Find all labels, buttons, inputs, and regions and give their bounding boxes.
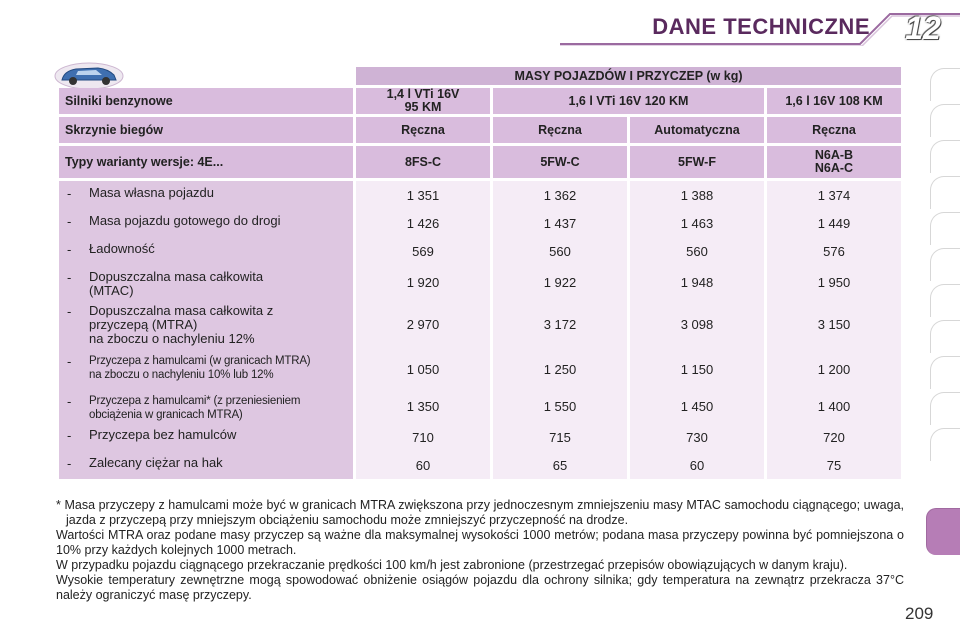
row-label: [65, 423, 347, 451]
table-cell: 569: [412, 243, 434, 259]
engine-header: 1,6 l 16V 108 KM: [767, 88, 901, 114]
row-label: [65, 181, 347, 209]
notes-section: [56, 498, 904, 603]
chapter-tab[interactable]: [930, 248, 960, 281]
bullet-dash: -: [67, 270, 72, 285]
chapter-tab[interactable]: [930, 104, 960, 137]
gearbox-header: Ręczna: [356, 117, 490, 143]
row-label-text: Ładowność: [89, 241, 155, 256]
table-cell: 1 400: [817, 398, 851, 414]
table-cell: 720: [823, 429, 845, 445]
note-paragraph: W przypadku pojazdu ciągnącego przekraczanie prędkości 100 km/h jest zabronione (przestrzegać przepisów obowiązujących w danym kraju).: [56, 558, 848, 572]
table-cell: 715: [549, 429, 571, 445]
bullet-dash: -: [67, 428, 72, 443]
chapter-tab-strip: [926, 68, 960, 628]
table-cell: 730: [686, 429, 708, 445]
table-cell: 1 948: [680, 274, 714, 290]
table-cell: 576: [823, 243, 845, 259]
engine-label: Silniki benzynowe: [59, 88, 353, 114]
type-header: 5FW-F: [630, 146, 764, 178]
bullet-dash: -: [67, 186, 72, 201]
table-cell: 1 450: [680, 398, 714, 414]
engine-header: 1,6 l VTi 16V 120 KM: [493, 88, 764, 114]
page-title: DANE TECHNICZNE: [652, 14, 870, 39]
table-cell: 3 098: [680, 316, 714, 332]
table-cell: 1 426: [406, 215, 440, 231]
table-cell: 1 150: [680, 361, 714, 377]
chapter-tab[interactable]: [930, 320, 960, 353]
table-cell: 1 250: [543, 361, 577, 377]
table-cell: 1 449: [817, 215, 851, 231]
gearbox-label: Skrzynie biegów: [59, 117, 353, 143]
table-cell: 1 351: [406, 187, 440, 203]
row-label: [65, 451, 347, 479]
values-column: [356, 181, 490, 479]
values-column: [767, 181, 901, 479]
table-cell: 75: [826, 457, 842, 473]
table-cell: 2 970: [406, 316, 440, 332]
row-label: [65, 265, 347, 299]
types-label: Typy warianty wersje: 4E...: [59, 146, 353, 178]
row-label-text: Przyczepa z hamulcami* (z przeniesieniem obciążenia w granicach MTRA): [89, 395, 301, 421]
row-label-text: Przyczepa z hamulcami (w granicach MTRA) na zboczu o nachyleniu 10% lub 12%: [89, 355, 311, 381]
bullet-dash: -: [67, 394, 72, 409]
bullet-dash: -: [67, 304, 72, 319]
chapter-tab[interactable]: [930, 212, 960, 245]
note-paragraph: Wysokie temperatury zewnętrzne mogą spowodować obniżenie osiągów pojazdu dla ochrony silnika; gdy temperatura na zewnątrz przekracza 37°C należy ograniczyć masę przyczepy.: [56, 573, 904, 602]
table-cell: 65: [552, 457, 568, 473]
row-labels-column: [59, 181, 353, 479]
table-cell: 1 350: [406, 398, 440, 414]
table-cell: 1 950: [817, 274, 851, 290]
values-column: [630, 181, 764, 479]
row-label-text: Dopuszczalna masa całkowita (MTAC): [89, 269, 264, 298]
bullet-dash: -: [67, 456, 72, 471]
row-label-text: Masa pojazdu gotowego do drogi: [89, 213, 281, 228]
row-label-text: Dopuszczalna masa całkowita z przyczepą (MTRA) na zboczu o nachyleniu 12%: [89, 303, 274, 346]
chapter-tab[interactable]: [930, 140, 960, 173]
chapter-tab-active[interactable]: [926, 508, 960, 555]
row-label: [65, 389, 347, 423]
table-cell: 1 200: [817, 361, 851, 377]
values-column: [493, 181, 627, 479]
row-label: [65, 209, 347, 237]
chapter-tab[interactable]: [930, 428, 960, 461]
row-label-text: Masa własna pojazdu: [89, 185, 215, 200]
bullet-dash: -: [67, 354, 72, 369]
type-header: 5FW-C: [493, 146, 627, 178]
table-cell: 1 362: [543, 187, 577, 203]
table-cell: 1 550: [543, 398, 577, 414]
chapter-tab[interactable]: [930, 284, 960, 317]
table-cell: 560: [549, 243, 571, 259]
vehicle-mass-table: [56, 64, 904, 482]
row-label-text: Zalecany ciężar na hak: [89, 455, 223, 470]
table-cell: 3 172: [543, 316, 577, 332]
chapter-tab[interactable]: [930, 68, 960, 101]
table-cell: 3 150: [817, 316, 851, 332]
chapter-tab[interactable]: [930, 176, 960, 209]
table-cell: 60: [415, 457, 431, 473]
table-cell: 710: [412, 429, 434, 445]
row-label-text: Przyczepa bez hamulców: [89, 427, 237, 442]
bullet-dash: -: [67, 242, 72, 257]
table-cell: 1 920: [406, 274, 440, 290]
row-label: [65, 237, 347, 265]
type-header: 8FS-C: [356, 146, 490, 178]
gearbox-header: Automatyczna: [630, 117, 764, 143]
gearbox-header: Ręczna: [493, 117, 627, 143]
table-cell: 1 922: [543, 274, 577, 290]
table-cell: 1 374: [817, 187, 851, 203]
chapter-tab[interactable]: [930, 392, 960, 425]
gearbox-header: Ręczna: [767, 117, 901, 143]
table-cell: 560: [686, 243, 708, 259]
bullet-dash: -: [67, 214, 72, 229]
engine-header: 1,4 l VTi 16V 95 KM: [356, 88, 490, 114]
chapter-badge: 12: [905, 9, 941, 46]
table-cell: 1 388: [680, 187, 714, 203]
row-label: [65, 299, 347, 349]
table-cell: 1 437: [543, 215, 577, 231]
note-paragraph: Wartości MTRA oraz podane masy przyczep są ważne dla maksymalnej wysokości 1000 metrów; podana masa przyczepy powinna być pomniejszona o 10% przy każdych kolejnych 1000 metrach.: [56, 528, 904, 557]
chapter-tab[interactable]: [930, 356, 960, 389]
table-cell: 60: [689, 457, 705, 473]
table-cell: 1 050: [406, 361, 440, 377]
footnote: * Masa przyczepy z hamulcami może być w granicach MTRA zwiększona przy jednoczesnym zmniejszeniu masy MTAC samochodu ciągnącego; uwaga, jazda z przyczepą przy mniejszym obciążeniu samochodu może zmniejszyć przyczepność na drodze.: [56, 498, 904, 527]
type-header: N6A-B N6A-C: [767, 146, 901, 178]
page-number: 209: [905, 604, 934, 623]
table-title: MASY POJAZDÓW I PRZYCZEP (w kg): [356, 67, 901, 85]
row-label: [65, 349, 347, 389]
table-cell: 1 463: [680, 215, 714, 231]
